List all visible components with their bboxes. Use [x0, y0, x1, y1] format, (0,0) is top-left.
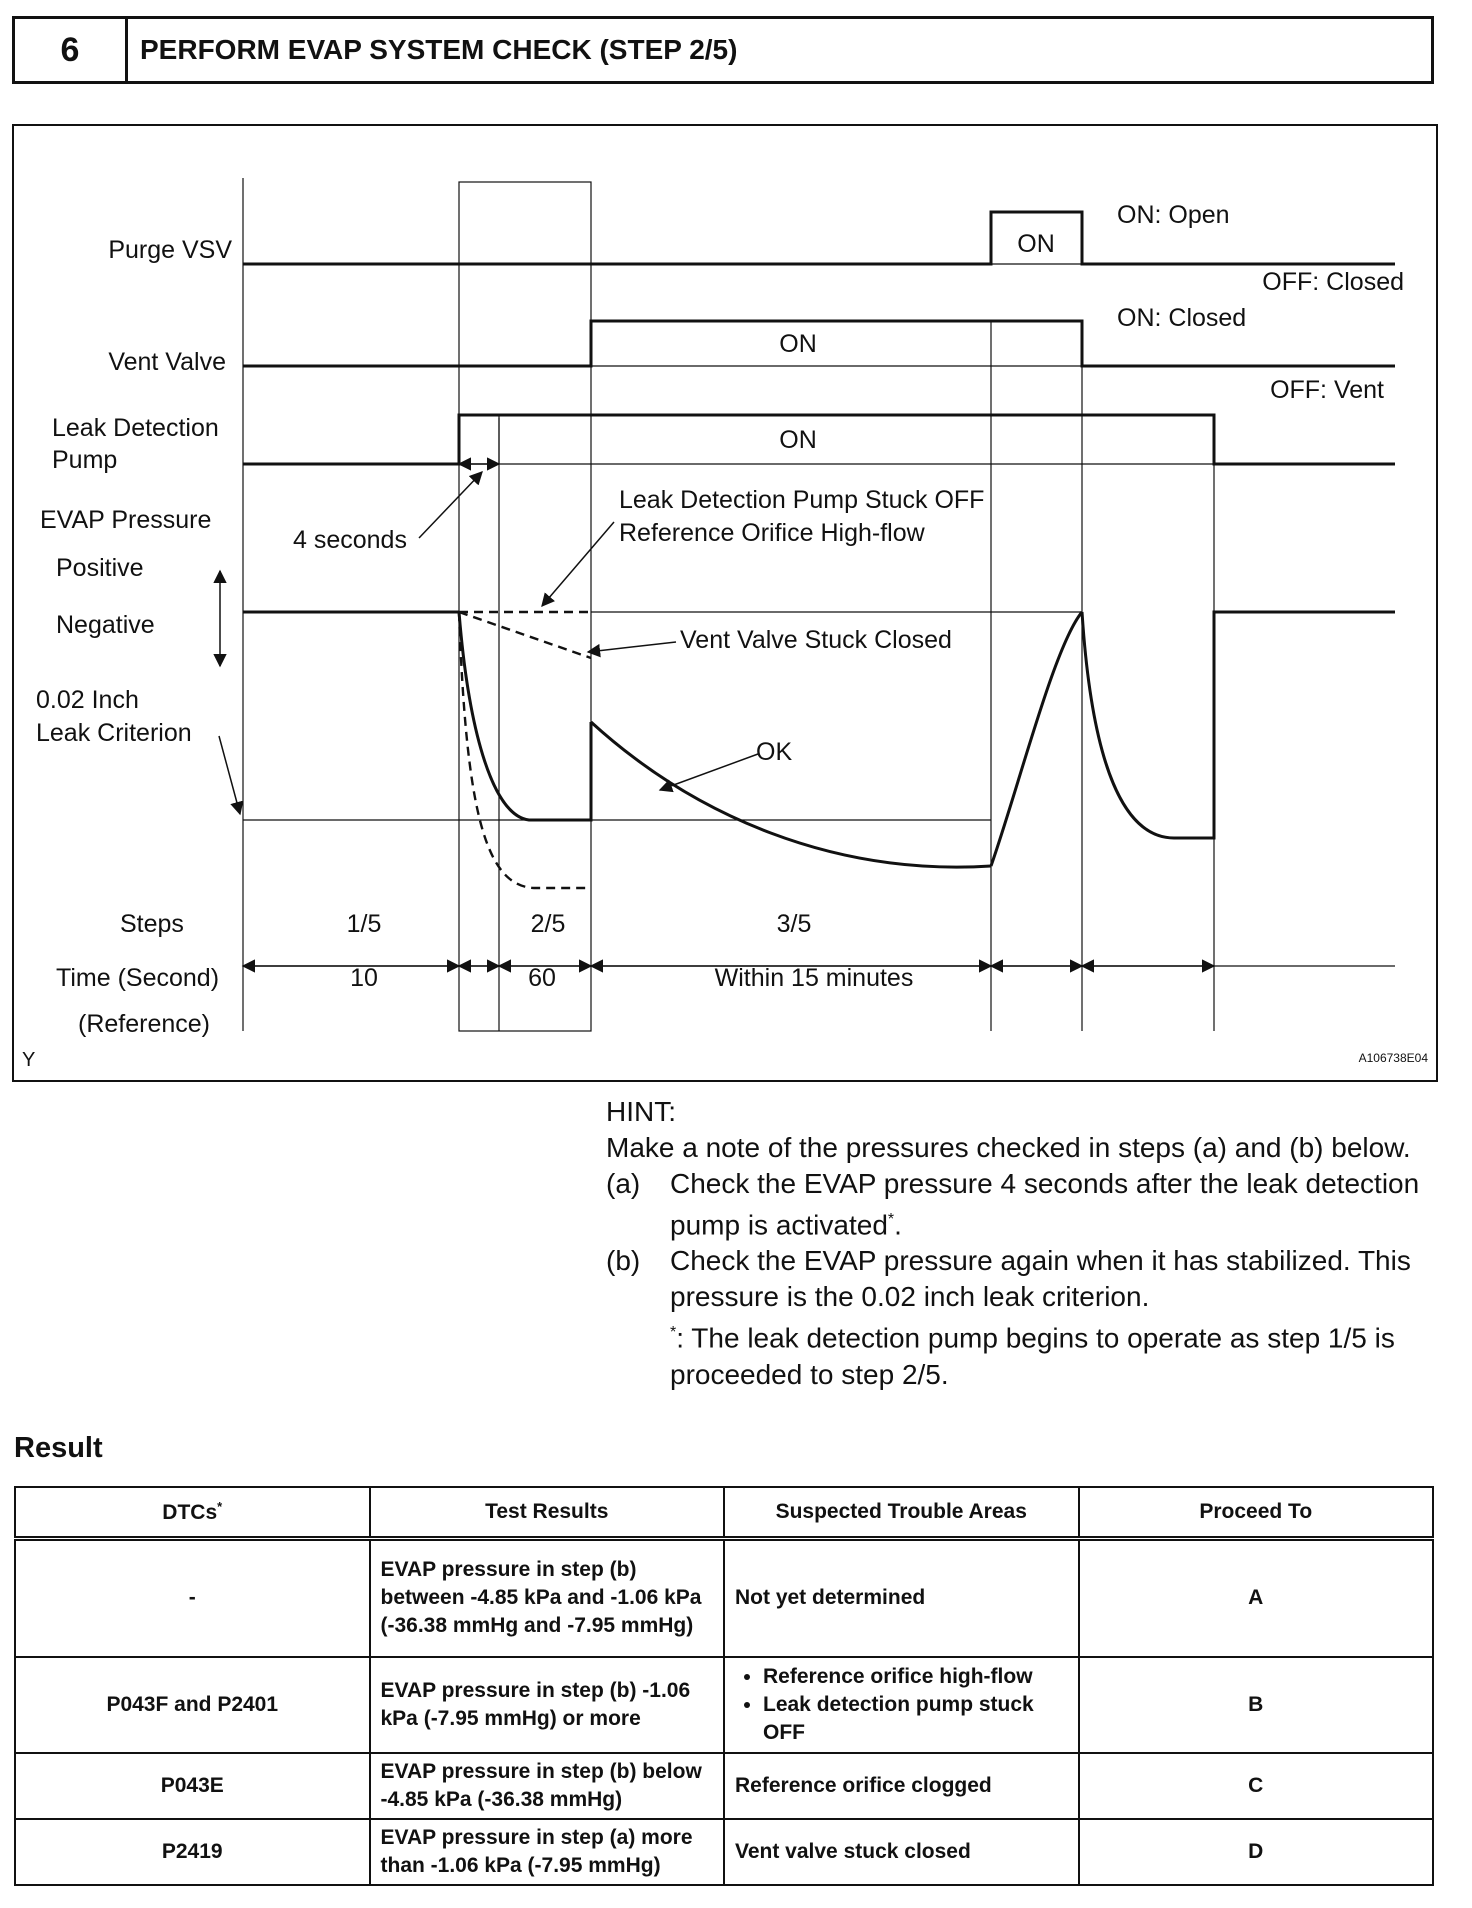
timing-diagram	[12, 124, 1438, 1082]
test-result-cell: EVAP pressure in step (b) below -4.85 kPa (-36.38 mmHg)	[370, 1753, 725, 1819]
table-row	[15, 1819, 1433, 1885]
result-heading: Result	[14, 1432, 103, 1464]
dtc-cell: P043F and P2401	[15, 1657, 370, 1753]
result-header-row	[15, 1487, 1433, 1539]
dtc-cell: -	[15, 1539, 370, 1657]
hint-item-a	[606, 1166, 1436, 1243]
hint-intro: Make a note of the pressures checked in steps (a) and (b) below.	[606, 1132, 1411, 1163]
trouble-area-cell: Vent valve stuck closed	[724, 1819, 1079, 1885]
hint-block	[606, 1094, 1436, 1393]
step-1-label: 1/5	[346, 910, 382, 938]
label-leak-pump-2: Pump	[52, 446, 118, 474]
step-title: PERFORM EVAP SYSTEM CHECK (STEP 2/5)	[140, 34, 738, 65]
dtc-cell: P043E	[15, 1753, 370, 1819]
vent-stuck-pointer	[588, 642, 676, 652]
step-header	[12, 16, 1434, 84]
purge-on-desc: ON: Open	[1117, 201, 1230, 229]
table-row	[15, 1539, 1433, 1657]
hint-item-tag: (b)	[606, 1245, 641, 1277]
proceed-cell: B	[1079, 1657, 1434, 1753]
criterion-pointer	[219, 736, 240, 814]
time-2-label: 60	[528, 964, 556, 992]
leak-pump-trace	[243, 415, 1395, 464]
ok-curve-purge-drop	[1082, 612, 1395, 838]
label-evap-pressure: EVAP Pressure	[40, 506, 212, 534]
figure-id: A106738E04	[1358, 1051, 1428, 1065]
label-leak-pump-1: Leak Detection	[52, 414, 219, 442]
ok-curve-step2	[459, 612, 591, 820]
col-trouble-areas: Suspected Trouble Areas	[724, 1487, 1079, 1539]
proceed-cell: D	[1079, 1819, 1434, 1885]
pump-on-label: ON	[779, 426, 817, 454]
vent-stuck-label: Vent Valve Stuck Closed	[680, 626, 952, 654]
corner-letter: Y	[22, 1049, 36, 1071]
footnote-mark: *	[887, 1211, 895, 1228]
stuck-off-label-2: Reference Orifice High-flow	[619, 519, 925, 547]
ok-pointer	[660, 754, 758, 790]
result-table	[14, 1486, 1434, 1886]
hint-item-text: Check the EVAP pressure again when it has stabilized. This pressure is the 0.02 inch leak criterion.	[670, 1245, 1411, 1313]
col-proceed-to: Proceed To	[1079, 1487, 1434, 1539]
label-steps: Steps	[120, 910, 184, 938]
vent-on-label: ON	[779, 330, 817, 358]
label-time: Time (Second)	[56, 964, 220, 992]
time-1-label: 10	[350, 964, 378, 992]
label-vent-valve: Vent Valve	[108, 348, 226, 376]
purge-off-desc: OFF: Closed	[1262, 268, 1404, 296]
table-row	[15, 1753, 1433, 1819]
trouble-area-cell	[724, 1657, 1079, 1753]
col-test-results: Test Results	[370, 1487, 725, 1539]
footnote-mark: *	[217, 1499, 223, 1514]
label-negative: Negative	[56, 611, 155, 639]
test-result-cell: EVAP pressure in step (a) more than -1.06 kPa (-7.95 mmHg)	[370, 1819, 725, 1885]
proceed-cell: A	[1079, 1539, 1434, 1657]
hint-footnote: *: The leak detection pump begins to operate as step 1/5 is proceeded to step 2/5.	[670, 1322, 1395, 1390]
trouble-area-list	[735, 1663, 1068, 1747]
label-reference: (Reference)	[78, 1010, 210, 1038]
label-criterion-1: 0.02 Inch	[36, 686, 139, 714]
step-number: 6	[15, 19, 128, 81]
table-row	[15, 1657, 1433, 1753]
dtc-cell: P2419	[15, 1819, 370, 1885]
hint-item-b	[606, 1243, 1436, 1315]
vent-off-desc: OFF: Vent	[1270, 376, 1384, 404]
time-3-label: Within 15 minutes	[714, 964, 914, 992]
hint-heading: HINT:	[606, 1096, 676, 1127]
ok-curve-rise	[991, 612, 1082, 866]
footnote-mark: *	[670, 1324, 677, 1342]
hint-item-text: Check the EVAP pressure 4 seconds after the leak detection pump is activated*.	[670, 1168, 1420, 1241]
label-purge-vsv: Purge VSV	[108, 236, 232, 264]
hint-item-tag: (a)	[606, 1168, 641, 1199]
purge-on-label: ON	[1017, 230, 1055, 258]
vent-on-desc: ON: Closed	[1117, 304, 1247, 332]
ok-label: OK	[756, 738, 793, 766]
stuck-off-label-1: Leak Detection Pump Stuck OFF	[619, 486, 985, 514]
four-seconds-label: 4 seconds	[293, 526, 407, 554]
list-item: • Reference orifice high-flow	[763, 1663, 1068, 1691]
test-result-cell: EVAP pressure in step (b) between -4.85 kPa and -1.06 kPa (-36.38 mmHg and -7.95 mmHg)	[370, 1539, 725, 1657]
label-positive: Positive	[56, 554, 144, 582]
col-dtcs: DTCs*	[15, 1487, 370, 1539]
stuck-off-pointer	[542, 522, 614, 606]
proceed-cell: C	[1079, 1753, 1434, 1819]
trouble-area-cell: Not yet determined	[724, 1539, 1079, 1657]
four-seconds-pointer	[419, 472, 482, 538]
trouble-area-cell: Reference orifice clogged	[724, 1753, 1079, 1819]
label-criterion-2: Leak Criterion	[36, 719, 192, 747]
step-2-label: 2/5	[530, 910, 566, 938]
clogged-trace	[459, 612, 591, 888]
vent-stuck-trace	[459, 612, 591, 658]
step2-box	[459, 182, 591, 1031]
timing-diagram-svg	[14, 126, 1436, 1080]
list-item: • Leak detection pump stuck OFF	[763, 1691, 1068, 1747]
step-3-label: 3/5	[776, 910, 812, 938]
test-result-cell: EVAP pressure in step (b) -1.06 kPa (-7.95 mmHg) or more	[370, 1657, 725, 1753]
